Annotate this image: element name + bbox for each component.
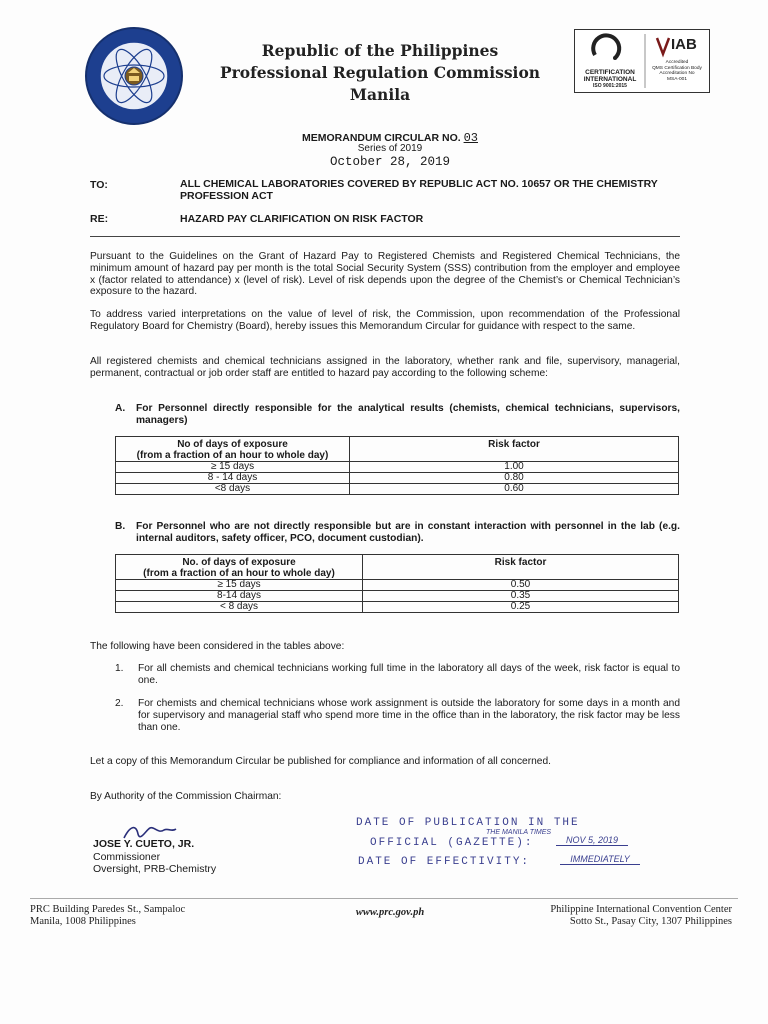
table-cell-factor: 1.00	[350, 462, 679, 473]
table-a-col-days	[116, 437, 350, 462]
re-text: HAZARD PAY CLARIFICATION ON RISK FACTOR	[180, 213, 424, 225]
footer-right-line2: Sotto St., Pasay City, 1307 Philippines	[569, 916, 732, 927]
to-text: ALL CHEMICAL LABORATORIES COVERED BY REPUBLIC ACT NO. 10657 OR THE CHEMISTRY PROFESSION ACT	[180, 178, 658, 202]
cert-right-logo: IAB	[671, 36, 697, 53]
stamp-handwritten-paper: THE MANILA TIMES	[486, 829, 552, 836]
table-row	[116, 473, 679, 484]
footer-left-line2: Manila, 1008 Philippines	[30, 916, 136, 927]
table-b-header-row	[116, 555, 679, 580]
footer-address-left	[30, 904, 185, 928]
cert-left-line3: ISO 9001:2015	[593, 83, 627, 89]
footer-left-line1: PRC Building Paredes St., Sampaloc	[30, 904, 186, 915]
table-cell-factor: 0.60	[350, 484, 679, 495]
consideration-1-num: 1.	[115, 663, 124, 674]
footer-address-right	[520, 904, 732, 928]
table-row	[116, 462, 679, 473]
letterhead-line-commission: Professional Regulation Commission	[219, 63, 541, 82]
table-a	[115, 436, 679, 495]
table-b-col-factor: Risk factor	[363, 555, 679, 580]
header-divider	[90, 236, 680, 237]
table-row	[116, 484, 679, 495]
memo-date: October 28, 2019	[329, 155, 451, 169]
closing-paragraph: Let a copy of this Memorandum Circular be published for compliance and information of all concerned.	[90, 756, 551, 767]
letterhead-line-city: Manila	[349, 85, 411, 104]
table-cell-days: < 8 days	[116, 602, 363, 613]
table-b-col-days-line1: No. of days of exposure	[182, 557, 296, 568]
section-b-letter: B.	[115, 521, 126, 532]
cert-right-line1: Accredited	[665, 60, 689, 65]
memo-series: Series of 2019	[357, 143, 423, 154]
consideration-1-text: For all chemists and chemical technicians working full time in the laboratory all days of the week, risk factor is equal to one.	[138, 663, 680, 686]
table-a-col-days-line1: No of days of exposure	[177, 439, 288, 450]
table-row	[116, 580, 679, 591]
stamp-gazette-line: OFFICIAL (GAZETTE):	[370, 837, 534, 849]
section-b-text: For Personnel who are not directly responsible but are in constant interaction with personnel in the lab (e.g. internal auditors, safety officer, PCO, document custodian).	[136, 521, 680, 544]
cert-right-line3: Accreditation No	[659, 71, 695, 76]
section-a-text: For Personnel directly responsible for the analytical results (chemists, chemical technicians, supervisors, managers)	[136, 403, 680, 426]
cert-right-line2: QMS Certification Body	[652, 65, 702, 71]
paragraph-3: All registered chemists and chemical technicians assigned in the laboratory, whether rank and file, supervisory, managerial, permanent, contractual or job order staff are entitled to hazard pay according to the following scheme:	[90, 356, 680, 379]
letterhead	[200, 40, 560, 106]
considered-intro: The following have been considered in the tables above:	[90, 641, 345, 652]
table-b	[115, 554, 679, 613]
signatory-title: Commissioner	[93, 851, 161, 863]
cert-left-line2: INTERNATIONAL	[583, 75, 637, 83]
table-b-col-days-line2: (from a fraction of an hour to whole day)	[143, 568, 335, 579]
section-a-letter: A.	[115, 403, 126, 414]
table-cell-days: <8 days	[116, 484, 350, 495]
memo-title-prefix: MEMORANDUM CIRCULAR NO.	[302, 132, 461, 144]
stamp-handwritten-date: NOV 5, 2019	[556, 835, 628, 846]
table-cell-factor: 0.50	[363, 580, 679, 591]
consideration-2-text: For chemists and chemical technicians whose work assignment is outside the laboratory for some days in a month and for supervisory and managerial staff who spend more time in the office than in the laboratory, the risk factor may be less than one.	[138, 698, 680, 733]
table-cell-days: ≥ 15 days	[116, 580, 363, 591]
table-a-col-days-line2: (from a fraction of an hour to whole day)	[136, 450, 329, 461]
table-a-col-factor: Risk factor	[350, 437, 679, 462]
to-label: TO:	[90, 179, 108, 191]
authority-line: By Authority of the Commission Chairman:	[90, 791, 282, 802]
table-cell-days: ≥ 15 days	[116, 462, 350, 473]
re-label: RE:	[90, 213, 109, 225]
memo-number: 03	[463, 131, 478, 145]
table-a-header-row	[116, 437, 679, 462]
letterhead-line-republic: Republic of the Philippines	[261, 41, 499, 60]
stamp-publication-line: DATE OF PUBLICATION IN THE	[356, 817, 580, 829]
signatory-office: Oversight, PRB-Chemistry	[93, 863, 217, 875]
table-row	[116, 602, 679, 613]
signatory-name: JOSE Y. CUETO, JR.	[93, 838, 195, 850]
table-cell-factor: 0.35	[363, 591, 679, 602]
consideration-2-num: 2.	[115, 698, 124, 709]
paragraph-1: Pursuant to the Guidelines on the Grant of Hazard Pay to Registered Chemists and Registered Chemical Technicians, the minimum amount of hazard pay per month is the total Social Security System (SSS) contribution from the employer and employee x (factor related to attendance) x (level of risk). Level of risk depends upon the degree of the Chemist’s or Chemical Technician’s exposure to the hazard.	[90, 251, 680, 298]
footer-divider	[30, 898, 738, 899]
cert-right-line4: MSA-001	[667, 76, 687, 82]
stamp-handwritten-effectivity: IMMEDIATELY	[560, 854, 640, 865]
prc-seal-logo	[84, 26, 184, 126]
stamp-effectivity-line: DATE OF EFFECTIVITY:	[358, 856, 531, 868]
table-cell-factor: 0.25	[363, 602, 679, 613]
paragraph-2: To address varied interpretations on the value of level of risk, the Commission, upon recommendation of the Professional Regulatory Board for Chemistry (Board), hereby issues this Memorandum Circular for guidance with respect to the same.	[90, 309, 680, 332]
table-cell-days: 8-14 days	[116, 591, 363, 602]
cert-left-line1: CERTIFICATION	[585, 69, 635, 76]
footer-website-link[interactable]: www.prc.gov.ph	[355, 907, 425, 918]
table-cell-factor: 0.80	[350, 473, 679, 484]
table-row	[116, 591, 679, 602]
footer-right-line1: Philippine International Convention Center	[550, 904, 732, 915]
table-b-col-days	[116, 555, 363, 580]
table-cell-days: 8 - 14 days	[116, 473, 350, 484]
certification-box	[574, 29, 710, 93]
